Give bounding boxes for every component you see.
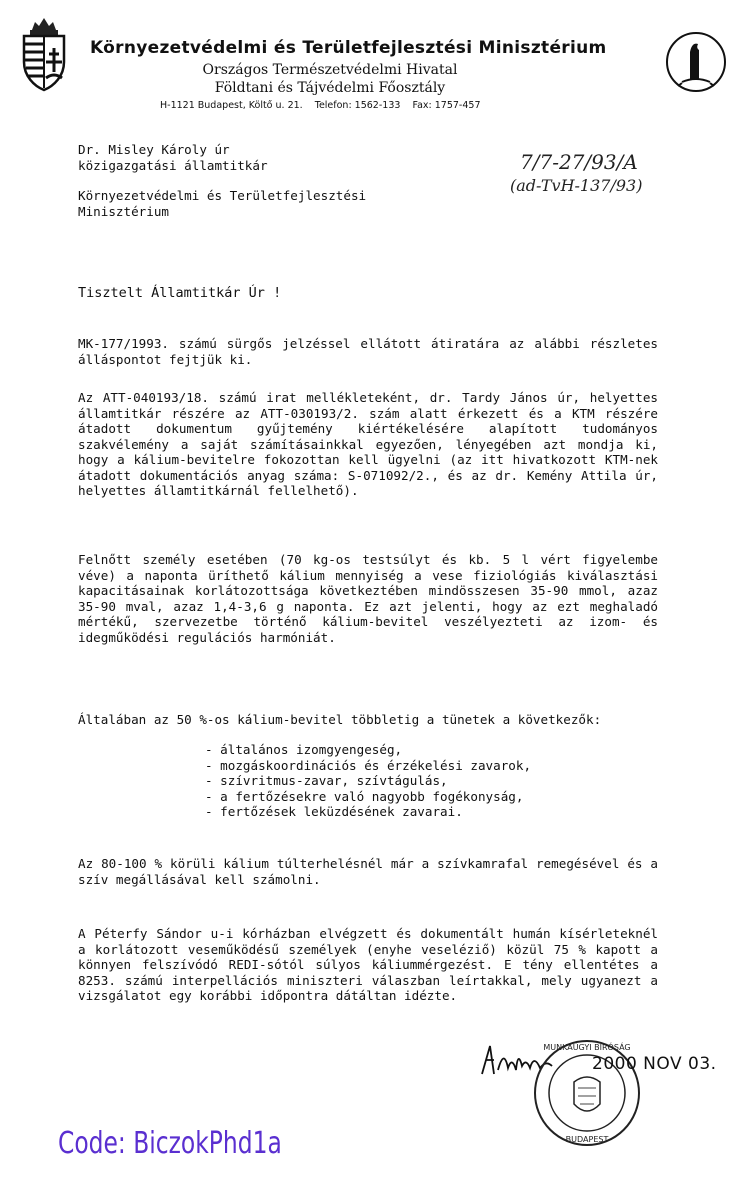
office-name: Országos Természetvédelmi Hivatal — [202, 62, 458, 78]
recipient-block — [78, 142, 658, 219]
paragraph-text: A Péterfy Sándor u-i kórházban elvégzett és dokumentált humán kísérleteknél a korlátozott veseműködésű személyek (enyhe veseléziő) közül 75 % kapott a könnyen felszívódó REDI-sótól súlyos káliummérgezést. E tény ellentétes a 8253. számú interpellációs miniszteri válaszban leírtakkal, mely ugyanezt a vizsgálatot egy korábbi időpontra dátáltan idézte. — [78, 926, 658, 1003]
stamp-date: 2000 NOV 03. — [592, 1054, 717, 1074]
paragraph-text: Az ATT-040193/18. számú irat mellékleteként, dr. Tardy János úr, helyettes államtitkár részére az ATT-030193/2. szám alatt érkezett és a KTM részére átadott dokumentum gyűjtemény kiértékelésére alapított tudományos szakvélemény a saját számításainkkal egyezően, lényegében azt mondja ki, hogy a kálium-bevitelre fokozottan kell ügyelni (az itt hivatkozott KTM-nek átadott dokumentációs anyag száma: S-071092/2., és az dr. Kemény Attila úr, helyettes államtitkárnál fellelhető). — [78, 390, 658, 498]
handwritten-subreference: (ad-TvH-137/93) — [510, 176, 643, 195]
coat-of-arms-icon — [18, 16, 70, 92]
svg-text:MUNKAÜGYI BÍRÓSÁG: MUNKAÜGYI BÍRÓSÁG — [543, 1043, 631, 1052]
contact-address: H-1121 Budapest, Költő u. 21. Telefon: 1562-133 Fax: 1757-457 — [160, 100, 481, 111]
body-paragraph-5 — [78, 856, 658, 887]
handwritten-reference: 7/7-27/93/A — [520, 150, 638, 174]
symptom-list — [205, 742, 645, 820]
list-item: - mozgáskoordinációs és érzékelési zavarok, — [205, 757, 532, 773]
recipient-name: Dr. Misley Károly úr — [78, 142, 230, 157]
list-item: - szívritmus-zavar, szívtágulás, — [205, 773, 448, 788]
recipient-title: közigazgatási államtitkár — [78, 157, 268, 173]
paragraph-text: Az 80-100 % körüli kálium túlterhelésnél már a szívkamrafal remegésével és a szív megállásával kell számolni. — [78, 856, 658, 887]
body-paragraph-1 — [78, 336, 658, 367]
body-paragraph-3 — [78, 552, 658, 645]
paragraph-text: Általában az 50 %-os kálium-bevitel többletig a tünetek a következők: — [78, 712, 602, 727]
body-paragraph-2 — [78, 390, 658, 499]
paragraph-text: MK-177/1993. számú sürgős jelzéssel ellátott átiratára az alábbi részletes álláspontot fejtjük ki. — [78, 336, 658, 367]
recipient-org-line2: Minisztérium — [78, 203, 169, 219]
ministry-name: Környezetvédelmi és Területfejlesztési Minisztérium — [90, 38, 607, 58]
department-name: Földtani és Tájvédelmi Főosztály — [214, 80, 446, 96]
list-item: - általános izomgyengeség, — [205, 742, 403, 757]
list-item: - fertőzések leküzdésének zavarai. — [205, 804, 463, 819]
svg-text:BUDAPEST: BUDAPEST — [565, 1135, 609, 1144]
salutation: Tisztelt Államtitkár Úr ! — [78, 285, 282, 301]
recipient-org-line1: Környezetvédelmi és Területfejlesztési — [78, 188, 367, 203]
document-code-label: Code: BiczokPhd1a — [58, 1126, 282, 1161]
list-item: - a fertőzésekre való nagyobb fogékonyság, — [205, 788, 524, 804]
nature-office-logo-icon — [664, 30, 728, 94]
body-paragraph-4 — [78, 712, 658, 728]
paragraph-text: Felnőtt személy esetében (70 kg-os testsúlyt és kb. 5 l vért figyelembe véve) a naponta üríthető kálium mennyiség a vese fiziológiás kiválasztási kapacitásainak korlátozottsága következtében mindösszesen 35-90 mmol, azaz 35-90 mval, azaz 1,4-3,6 g naponta. Ez azt jelenti, hogy az ezt meghaladó mértékű, szervezetbe történő kálium-bevitel veszélyezteti az izom- és idegműködési regulációs harmóniát. — [78, 552, 658, 645]
body-paragraph-6 — [78, 926, 658, 1004]
